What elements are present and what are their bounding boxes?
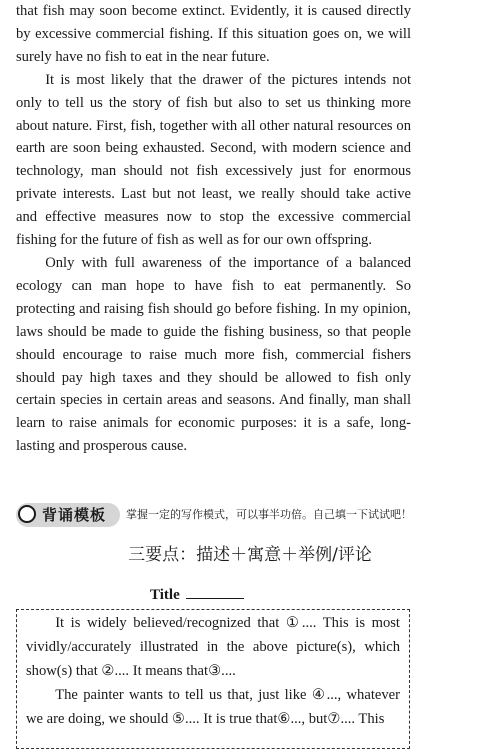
section-tag-row [16,503,436,529]
template-title-line [150,585,244,605]
essay-paragraph-1-tail: that fish may soon become extinct. Evidently, it is caused directly by excessive commercial fishing. If this situation goes on, we will surely have no fish to eat in the near future. [16,3,411,65]
essay-body [16,0,411,458]
essay-paragraph-2: It is most likely that the drawer of the pictures intends not only to tell us the story of fish but also to set us thinking more about nature. First, fish, together with all other natural resources on earth are soon being exhausted. Second, with modern science and technology, man should not fish excessively just for enormous private interests. Last but not least, we really should take active and effective measures now to stop the excessive commercial fishing for the future of fish as well as for our own offspring. [16,71,411,249]
section-tag [16,503,120,527]
title-blank-line [186,585,244,599]
circle-icon [18,505,36,523]
template-title-label: Title [150,587,180,603]
template-box [16,609,410,749]
section-heading: 三要点：描述＋寓意＋举例/评论 [128,545,372,565]
section-tag-label: 背诵模板 [42,506,107,524]
template-paragraph-2: The painter wants to tell us that, just like ④..., whatever we are doing, we should ⑤.... It is true that⑥..., but⑦.... This [26,687,400,727]
essay-paragraph-3: Only with full awareness of the importance of a balanced ecology can man hope to have fish to eat permanently. So protecting and raising fish should go before fishing. In my opinion, laws should be made to guide the fishing business, so that people should encourage to raise much more fish, commercial fishers should pay high taxes and they should be allowed to fish only certain species in certain areas and seasons. And finally, man shall learn to raise animals for economic purposes: it is a safe, long-lasting and prosperous cause. [16,254,411,455]
section-tag-hint: 掌握一定的写作模式，可以事半功倍。自己填一下试试吧！ [126,508,412,521]
template-paragraph-1: It is widely believed/recognized that ①.... This is most vividly/accurately illustrated in the above picture(s), which show(s) that ②.... It means that③.... [26,615,400,679]
